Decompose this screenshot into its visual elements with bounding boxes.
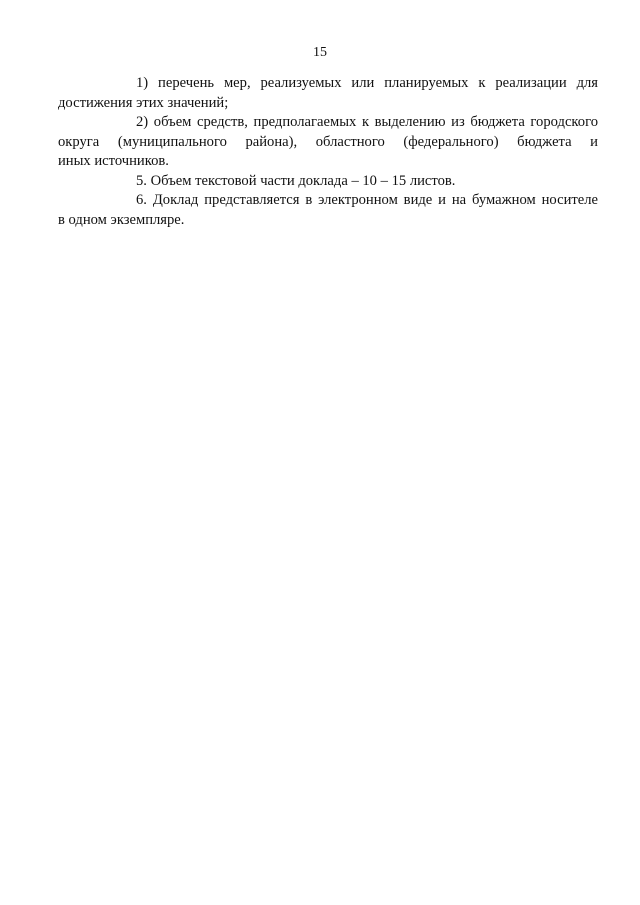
text-line: достижения этих значений; [58,94,229,111]
text-line: иных источников. [58,153,169,169]
page-number: 15 [313,45,327,60]
text-line: округа (муниципального района), областного (федерального) бюджета и [58,133,598,150]
text-line: 5. Объем текстовой части доклада – 10 – 15 листов. [136,172,456,189]
text-line: 6. Доклад представляется в электронном виде и на бумажном носителе [136,192,598,208]
document-body [58,74,598,230]
paragraph-list-item-1 [58,74,598,113]
paragraph-item-5 [97,172,598,192]
text-line: в одном экземпляре. [58,211,185,228]
paragraph-item-6 [58,191,598,230]
text-line: 2) объем средств, предполагаемых к выделению из бюджета городского [136,114,598,130]
paragraph-list-item-2 [58,113,598,172]
text-line: 1) перечень мер, реализуемых или планируемых к реализации для [136,75,598,91]
